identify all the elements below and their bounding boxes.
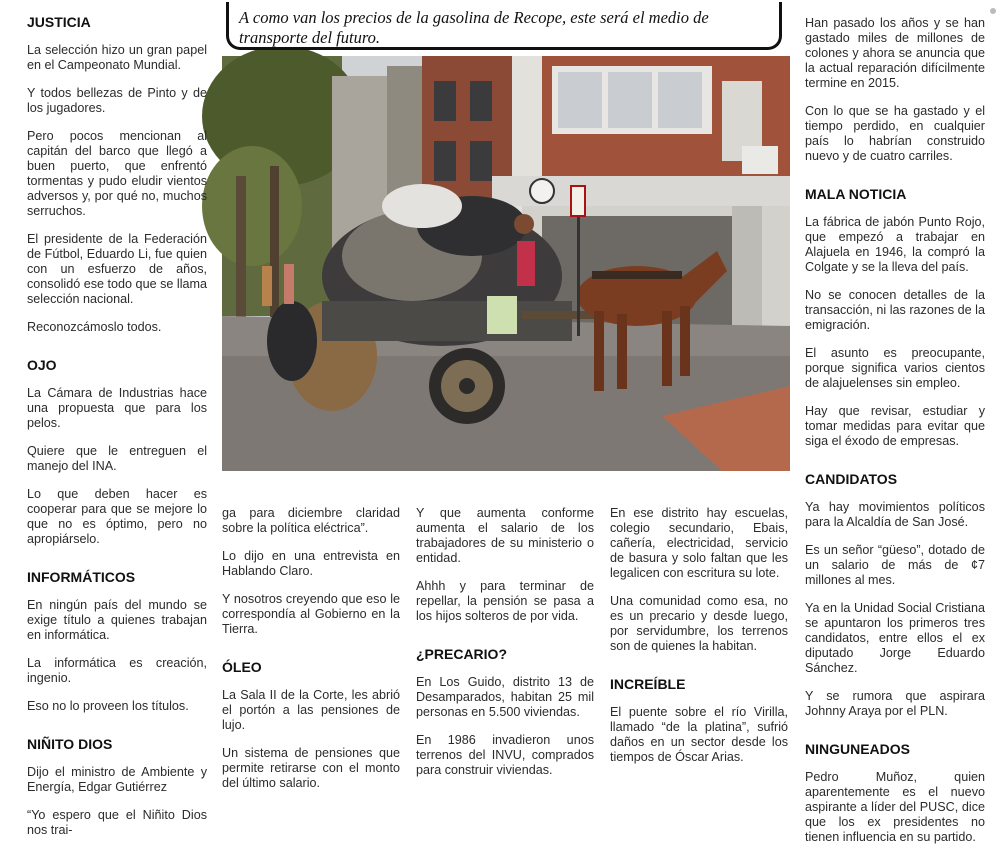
column-5: [805, 16, 985, 867]
column-1: [27, 14, 207, 860]
section-precario: [416, 646, 594, 778]
section-justicia: [27, 14, 207, 335]
section-ojo: [27, 357, 207, 547]
paragraph: ga para diciembre claridad sobre la política eléctrica”.: [222, 506, 400, 535]
section-ninguneados: [805, 741, 985, 845]
paragraph: Ya hay movimientos políticos para la Alcaldía de San José.: [805, 500, 985, 529]
paragraph: La Cámara de Industrias hace una propuesta que para los pelos.: [27, 386, 207, 430]
paragraph: El asunto es preocupante, porque significa varios cientos de alajuelenses sin empleo.: [805, 346, 985, 390]
paragraph: Dijo el ministro de Ambiente y Energía, Edgar Gutiérrez: [27, 765, 207, 794]
section-heading: NINGUNEADOS: [805, 741, 911, 757]
paragraph: La Sala II de la Corte, les abrió el portón a las pensiones de lujo.: [222, 688, 400, 732]
paragraph: Una comunidad como esa, no es un precario y desde luego, por servidumbre, los terrenos son de quienes la habitan.: [610, 594, 788, 653]
paragraph: Quiere que le entreguen el manejo del INA.: [27, 444, 207, 473]
column-4: [610, 506, 788, 787]
paragraph: En Los Guido, distrito 13 de Desamparados, habitan 25 mil personas en 5.500 viviendas.: [416, 675, 594, 719]
paragraph: Eso no lo proveen los títulos.: [27, 699, 189, 713]
paragraph: En ningún país del mundo se exige título a quienes trabajan en informática.: [27, 598, 207, 642]
paragraph: Y que aumenta conforme aumenta el salario de los trabajadores de su ministerio o entidad.: [416, 506, 594, 565]
section-continued: [222, 506, 400, 637]
section-candidatos: [805, 471, 985, 719]
section-heading: ¿PRECARIO?: [416, 646, 507, 662]
section-heading: MALA NOTICIA: [805, 186, 907, 202]
section-oleo: [222, 659, 400, 791]
paragraph: El presidente de la Federación de Fútbol, Eduardo Li, fue quien con un esfuerzo de años, consolidó ese todo que se llama selección nacional.: [27, 232, 207, 306]
paragraph: Pero pocos mencionan al capitán del barco que llegó a buen puerto, que enfrentó tormentas y pudo eludir vientos adversos y, por qué no, muchos serruchos.: [27, 129, 207, 218]
paragraph: Reconozcámoslo todos.: [27, 320, 162, 334]
edge-mark: [990, 8, 996, 14]
paragraph: La selección hizo un gran papel en el Campeonato Mundial.: [27, 43, 207, 72]
paragraph: Un sistema de pensiones que permite retirarse con el monto del último salario.: [222, 746, 400, 790]
paragraph: “Yo espero que el Niñito Dios nos trai-: [27, 808, 207, 837]
section-informaticos: [27, 569, 207, 714]
paragraph: Han pasado los años y se han gastado miles de millones de colones y ahora se anuncia que la actual reparación difícilmente termine en 2015.: [805, 16, 985, 90]
paragraph: Hay que revisar, estudiar y tomar medidas para evitar que siga el éxodo de empresas.: [805, 404, 985, 448]
paragraph: En 1986 invadieron unos terrenos del INVU, comprados para construir viviendas.: [416, 733, 594, 777]
section-heading: CANDIDATOS: [805, 471, 898, 487]
paragraph: Pedro Muñoz, quien aparentemente es el nuevo aspirante a líder del PUSC, dice que los ex presidentes no tienen influencia en su partido.: [805, 770, 985, 844]
paragraph: Y todos bellezas de Pinto y de los jugadores.: [27, 86, 207, 115]
paragraph: Lo que deben hacer es cooperar para que se mejore lo que no es óptimo, pero no apropiárselo.: [27, 487, 207, 546]
paragraph: Es un señor “güeso”, dotado de un salario de más de ¢7 millones al mes.: [805, 543, 985, 587]
section-mala-noticia: [805, 186, 985, 449]
paragraph: Y se rumora que aspirara Johnny Araya por el PLN.: [805, 689, 985, 718]
section-heading: INFORMÁTICOS: [27, 569, 136, 585]
horse-cart-photo: [222, 56, 790, 471]
street-photo: [222, 56, 790, 471]
section-heading: INCREÍBLE: [610, 676, 686, 692]
section-heading: OJO: [27, 357, 57, 373]
section-heading: ÓLEO: [222, 659, 262, 675]
paragraph: Lo dijo en una entrevista en Hablando Claro.: [222, 549, 400, 578]
paragraph: Ahhh y para terminar de repellar, la pensión se pasa a los hijos solteros de por vida.: [416, 579, 594, 623]
photo-caption: A como van los precios de la gasolina de Recope, este será el medio de transporte del futuro.: [226, 2, 782, 50]
paragraph: En ese distrito hay escuelas, colegio secundario, Ebais, cañería, electricidad, servicio de basura y solo faltan que les legalicen con escritura su lote.: [610, 506, 788, 580]
section-continued: [610, 506, 788, 654]
section-heading: NIÑITO DIOS: [27, 736, 113, 752]
paragraph: No se conocen detalles de la transacción, ni las razones de la emigración.: [805, 288, 985, 332]
paragraph: Ya en la Unidad Social Cristiana se apuntaron los primeros tres candidatos, entre ellos el ex diputado Jorge Eduardo Sánchez.: [805, 601, 985, 675]
paragraph: El puente sobre el río Virilla, llamado “de la platina”, sufrió daños en un sector desde los tiempos de Óscar Arias.: [610, 705, 788, 764]
paragraph: La fábrica de jabón Punto Rojo, que empezó a trabajar en Alajuela en 1946, la compró la Colgate y se la lleva del país.: [805, 215, 985, 274]
paragraph: Con lo que se ha gastado y el tiempo perdido, en cualquier país lo habrían construido nuevo y de cuatro carriles.: [805, 104, 985, 163]
paragraph: Y nosotros creyendo que eso le correspondía al Gobierno en la Tierra.: [222, 592, 400, 636]
paragraph: La informática es creación, ingenio.: [27, 656, 207, 685]
column-3: [416, 506, 594, 800]
section-heading: JUSTICIA: [27, 14, 91, 30]
section-increible: [610, 676, 788, 765]
column-2: [222, 506, 400, 813]
section-continued: [416, 506, 594, 624]
section-continued: [805, 16, 985, 164]
section-ninito-dios: [27, 736, 207, 838]
